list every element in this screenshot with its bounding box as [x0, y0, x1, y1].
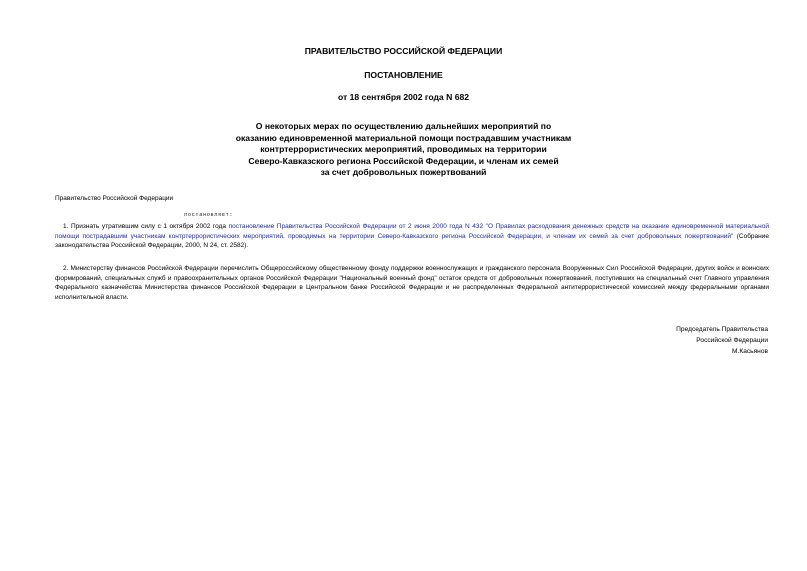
preamble-decrees: постановляет:: [184, 212, 233, 218]
paragraph-item-2: 2. Министерству финансов Российской Федерации перечислить Общероссийскому общественному фонду поддержки военнослужащих и гражданского персонала Вооруженных Сил Российской Федерации, других войск и воинских формирований, специальных служб и правоохранительных органов Российской Федерации "Национальный военный фонд" остаток средств от добровольных пожертвований, поступивших на специальный счет Главного управления Федерального казначейства Министерства финансов Российской Федерации в Центральном банке Российской Федерации и не распределенных Федеральной антитеррористической комиссией между федеральными органами исполнительной власти.: [55, 265, 769, 301]
title-line: О некоторых мерах по осуществлению дальнейших мероприятий по: [255, 121, 552, 131]
item-1-citation: (Собрание законодательства Российской Федерации, 2000, N 24, ст. 2582).: [55, 232, 769, 250]
signature-name: М.Касьянов: [732, 348, 768, 355]
title-line: оказанию единовременной материальной помощи пострадавшим участникам: [235, 132, 572, 143]
preamble-subject: Правительство Российской Федерации: [55, 195, 174, 202]
date-number-heading: от 18 сентября 2002 года N 682: [337, 92, 470, 102]
government-heading: ПРАВИТЕЛЬСТВО РОССИЙСКОЙ ФЕДЕРАЦИИ: [304, 46, 503, 56]
title-line: за счет добровольных пожертвований: [320, 167, 487, 178]
paragraph-item-1: [55, 222, 769, 251]
signature-block: [676, 324, 768, 357]
document-title: [200, 121, 607, 179]
title-line: контртеррористических мероприятий, проводимых на территории: [260, 144, 547, 155]
document-type-heading: ПОСТАНОВЛЕНИЕ: [364, 70, 443, 80]
item-1-intro: 1. Признать утратившим силу с 1 октября 2002 года: [63, 223, 229, 230]
signature-organization: Российской Федерации: [696, 337, 768, 344]
signature-title: Председатель Правительства: [676, 326, 768, 333]
title-line: Северо-Кавказского региона Российской Федерации, и членам их семей: [248, 155, 559, 166]
repealed-decree-link[interactable]: постановление Правительства Российской Федерации от 2 июня 2000 года N 432 "О Правилах расходования денежных средств на оказание единовременной материальной помощи пострадавшим участникам контртеррористических мероприятий, проводимых на территории Северо-Кавказского региона Российской Федерации, и членам их семей за счет добровольных пожертвований": [55, 223, 770, 240]
